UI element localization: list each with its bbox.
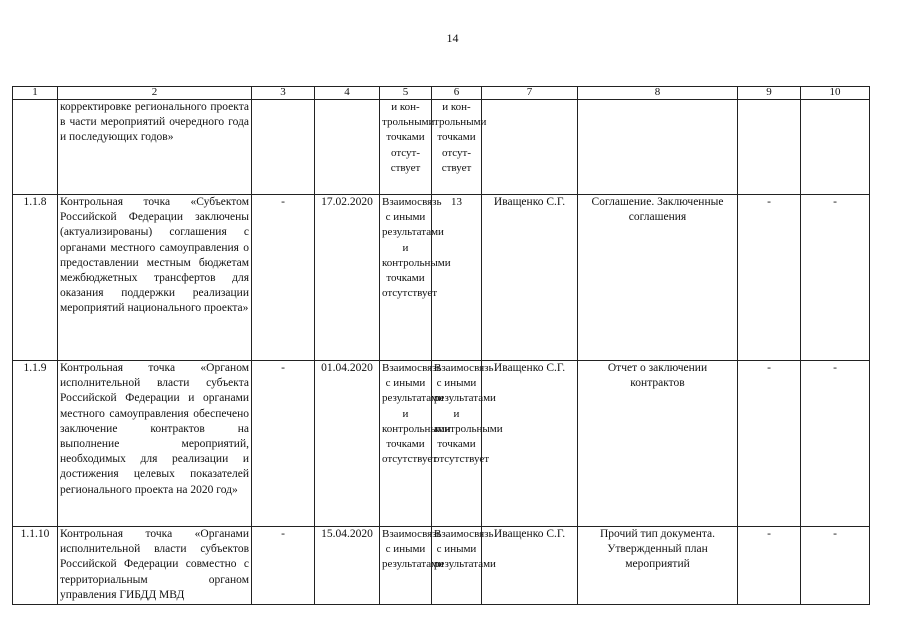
cell-col5: Взаимосвязь с иными результатами и контрольными точками отсутствует (380, 195, 432, 361)
cell-col3: - (252, 195, 315, 361)
column-header: 1 (13, 87, 58, 100)
row-responsible (482, 100, 578, 195)
cell-col6: Взаимосвязь с иными результатами (432, 527, 482, 605)
cell-col3: - (252, 527, 315, 605)
row-description: корректировке регионального проекта в части мероприятий очередного года и последующих годов» (58, 100, 252, 195)
cell-col9: - (738, 527, 801, 605)
row-description: Контрольная точка «Органом исполнительной власти субъекта Российской Федерации и органами местного самоуправления обеспечено заключение контрактов на выполнение мероприятий, необходимых для реализации и достижения целевых показателей регионального проекта на 2020 год» (58, 361, 252, 527)
activities-table (12, 86, 870, 605)
cell-col6: 13 (432, 195, 482, 361)
cell-col10: - (801, 361, 870, 527)
row-number (13, 100, 58, 195)
cell-col6: и кон-трольными точками отсут-ствует (432, 100, 482, 195)
row-responsible: Иващенко С.Г. (482, 361, 578, 527)
cell-col9 (738, 100, 801, 195)
column-header: 5 (380, 87, 432, 100)
table-row (13, 195, 870, 361)
table-row (13, 527, 870, 605)
row-document: Соглашение. Заключенные соглашения (578, 195, 738, 361)
column-header: 10 (801, 87, 870, 100)
row-responsible: Иващенко С.Г. (482, 527, 578, 605)
row-number: 1.1.10 (13, 527, 58, 605)
row-document: Отчет о заключении контрактов (578, 361, 738, 527)
cell-col5: и кон-трольными точками отсут-ствует (380, 100, 432, 195)
row-date: 01.04.2020 (315, 361, 380, 527)
table-row (13, 100, 870, 195)
page-number: 14 (446, 31, 459, 45)
column-header: 9 (738, 87, 801, 100)
cell-col9: - (738, 361, 801, 527)
cell-col9: - (738, 195, 801, 361)
column-header: 6 (432, 87, 482, 100)
cell-col10 (801, 100, 870, 195)
row-document (578, 100, 738, 195)
column-header: 7 (482, 87, 578, 100)
row-description: Контрольная точка «Субъектом Российской Федерации заключены (актуализированы) соглашения с органами местного самоуправления о предоставлении местным бюджетам межбюджетных трансфертов для оказания поддержки реализации мероприятий национального проекта» (58, 195, 252, 361)
cell-col5: Взаимосвязь с иными результатами и контрольными точками отсутствует (380, 361, 432, 527)
row-date: 15.04.2020 (315, 527, 380, 605)
row-responsible: Иващенко С.Г. (482, 195, 578, 361)
column-header: 2 (58, 87, 252, 100)
cell-col6: Взаимосвязь с иными результатами и контрольными точками отсутствует (432, 361, 482, 527)
table-row (13, 361, 870, 527)
row-date (315, 100, 380, 195)
column-header: 4 (315, 87, 380, 100)
column-header: 8 (578, 87, 738, 100)
row-number: 1.1.8 (13, 195, 58, 361)
header-row (13, 87, 870, 100)
cell-col3 (252, 100, 315, 195)
row-number: 1.1.9 (13, 361, 58, 527)
cell-col5: Взаимосвязь с иными результатами (380, 527, 432, 605)
row-date: 17.02.2020 (315, 195, 380, 361)
cell-col10: - (801, 195, 870, 361)
row-description: Контрольная точка «Органами исполнительной власти субъектов Российской Федерации совместно с территориальным органом управления ГИБДД МВД (58, 527, 252, 605)
cell-col3: - (252, 361, 315, 527)
row-document: Прочий тип документа. Утвержденный план мероприятий (578, 527, 738, 605)
column-header: 3 (252, 87, 315, 100)
cell-col10: - (801, 527, 870, 605)
